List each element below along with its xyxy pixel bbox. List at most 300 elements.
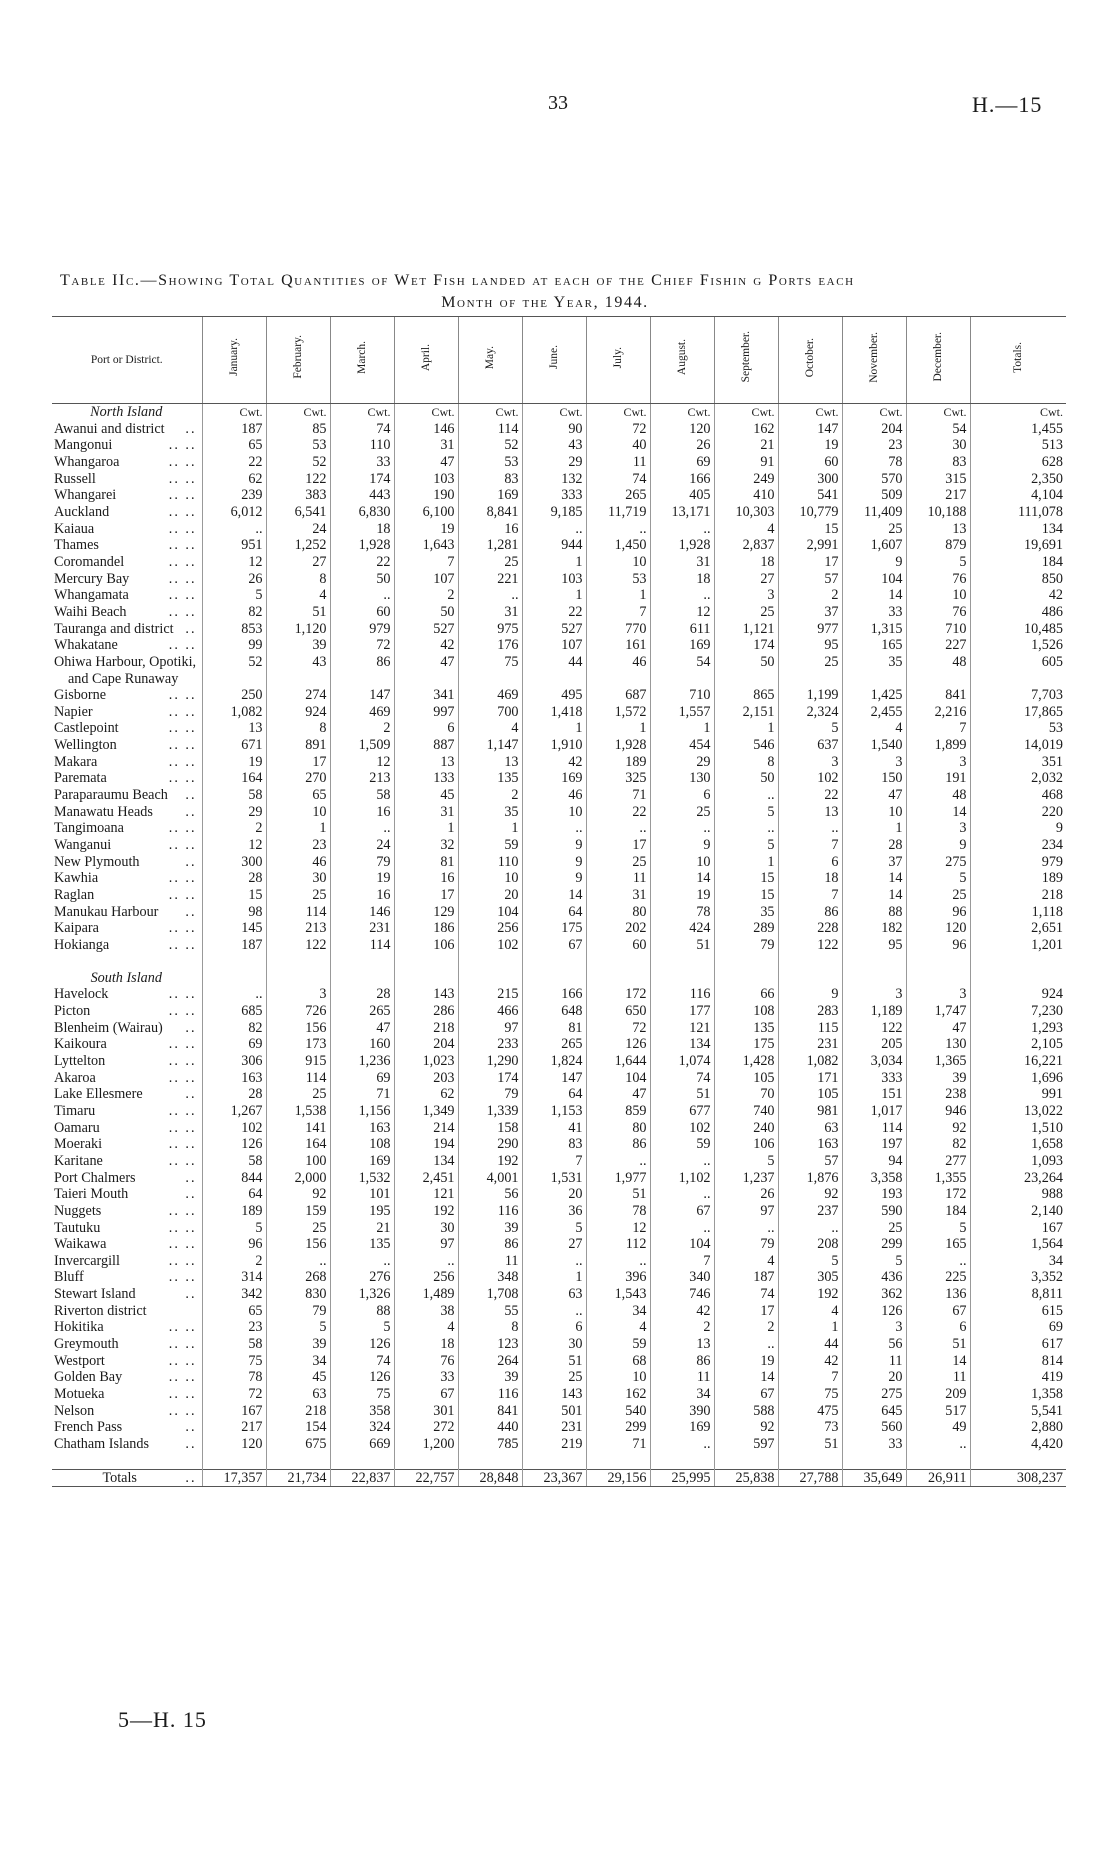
value-cell: 13 <box>650 1336 714 1353</box>
table-row <box>52 1070 1066 1087</box>
value-cell: 6,541 <box>266 504 330 521</box>
value-cell: 12 <box>330 754 394 771</box>
value-cell: 120 <box>906 920 970 937</box>
value-cell: 69 <box>330 1070 394 1087</box>
spacer-cell <box>394 1453 458 1470</box>
value-cell: 1,290 <box>458 1053 522 1070</box>
value-cell: 814 <box>970 1353 1066 1370</box>
value-cell: 22 <box>202 454 266 471</box>
value-cell: 218 <box>266 1403 330 1420</box>
table-row <box>52 1419 1066 1436</box>
value-cell: 86 <box>650 1353 714 1370</box>
value-cell: 105 <box>714 1070 778 1087</box>
value-cell: 9 <box>778 986 842 1003</box>
value-cell: 184 <box>970 554 1066 571</box>
port-name-cell <box>52 1053 202 1070</box>
value-cell: 50 <box>330 571 394 588</box>
value-cell: .. <box>586 521 650 538</box>
value-cell: 79 <box>714 1236 778 1253</box>
value-cell: 7,230 <box>970 1003 1066 1020</box>
value-cell: 42 <box>522 754 586 771</box>
value-cell: 517 <box>906 1403 970 1420</box>
value-cell: 1,928 <box>650 537 714 554</box>
value-cell: 1 <box>842 820 906 837</box>
port-name-cell <box>52 720 202 737</box>
value-cell: 24 <box>330 837 394 854</box>
value-cell: 1,339 <box>458 1103 522 1120</box>
port-name: Motueka <box>54 1386 105 1403</box>
value-cell: 1,824 <box>522 1053 586 1070</box>
value-cell: 74 <box>330 421 394 438</box>
value-cell: 8 <box>714 754 778 771</box>
value-cell: 202 <box>586 920 650 937</box>
value-cell: 104 <box>458 904 522 921</box>
spacer-cell <box>266 1453 330 1470</box>
value-cell: 4 <box>778 1303 842 1320</box>
value-cell: 342 <box>202 1286 266 1303</box>
value-cell: 946 <box>906 1103 970 1120</box>
value-cell: .. <box>522 1303 586 1320</box>
port-name: Lake Ellesmere <box>54 1086 143 1103</box>
value-cell: 1,607 <box>842 537 906 554</box>
value-cell: 1,428 <box>714 1053 778 1070</box>
value-cell: 167 <box>970 1220 1066 1237</box>
table-row <box>52 986 1066 1003</box>
value-cell: 145 <box>202 920 266 937</box>
table-row <box>52 1103 1066 1120</box>
port-name: Manukau Harbour <box>54 903 159 920</box>
value-cell: 4,104 <box>970 487 1066 504</box>
port-name: French Pass <box>54 1419 123 1436</box>
value-cell: 2 <box>650 1319 714 1336</box>
value-cell: 887 <box>394 737 458 754</box>
value-cell: .. <box>586 1153 650 1170</box>
port-name-cell <box>52 804 202 821</box>
leader-dots: .. .. <box>168 587 197 604</box>
value-cell: 116 <box>458 1386 522 1403</box>
value-cell: 75 <box>330 1386 394 1403</box>
value-cell: 23 <box>202 1319 266 1336</box>
value-cell: 91 <box>714 454 778 471</box>
value-cell: 66 <box>714 986 778 1003</box>
total-cell: 308,237 <box>970 1469 1066 1487</box>
port-name: Paremata <box>54 770 107 787</box>
port-name: Thames <box>54 537 99 554</box>
value-cell: 440 <box>458 1419 522 1436</box>
port-name: Whakatane <box>54 637 118 654</box>
value-cell <box>970 671 1066 688</box>
value-cell: .. <box>394 1253 458 1270</box>
leader-dots: .. <box>185 420 197 437</box>
value-cell: 1,156 <box>330 1103 394 1120</box>
value-cell: 1,509 <box>330 737 394 754</box>
port-name-cell <box>52 587 202 604</box>
value-cell: 1,531 <box>522 1170 586 1187</box>
value-cell: 541 <box>778 487 842 504</box>
value-cell: 43 <box>266 654 330 671</box>
value-cell: 19 <box>394 521 458 538</box>
port-name: Tangimoana <box>54 820 124 837</box>
value-cell: .. <box>650 1436 714 1453</box>
value-cell: 4 <box>266 587 330 604</box>
value-cell: 687 <box>586 687 650 704</box>
value-cell: 177 <box>650 1003 714 1020</box>
value-cell: 22 <box>586 804 650 821</box>
spacer-cell <box>906 954 970 970</box>
port-name-cell <box>52 837 202 854</box>
value-cell: 189 <box>202 1203 266 1220</box>
value-cell: 39 <box>266 637 330 654</box>
value-cell: .. <box>714 820 778 837</box>
value-cell: 22 <box>778 787 842 804</box>
value-cell: 13 <box>394 754 458 771</box>
table-row <box>52 904 1066 921</box>
value-cell: 300 <box>778 471 842 488</box>
value-cell: 12 <box>202 554 266 571</box>
table-row <box>52 1053 1066 1070</box>
value-cell: 979 <box>330 621 394 638</box>
value-cell: 315 <box>906 471 970 488</box>
unit-cell <box>714 970 778 987</box>
value-cell: 1,200 <box>394 1436 458 1453</box>
port-name: Riverton district <box>54 1302 147 1319</box>
spacer-cell <box>522 1453 586 1470</box>
value-cell: 197 <box>842 1136 906 1153</box>
value-cell: 1 <box>650 720 714 737</box>
leader-dots: .. .. <box>168 553 197 570</box>
spacer-cell <box>202 954 266 970</box>
spacer-cell <box>330 1453 394 1470</box>
value-cell: 187 <box>202 937 266 954</box>
value-cell: 1 <box>522 554 586 571</box>
table-row <box>52 537 1066 554</box>
spacer-cell <box>714 954 778 970</box>
value-cell: 1,074 <box>650 1053 714 1070</box>
value-cell: 39 <box>266 1336 330 1353</box>
port-name: Tautuku <box>54 1219 101 1236</box>
table-row <box>52 820 1066 837</box>
table-row <box>52 870 1066 887</box>
value-cell: 172 <box>586 986 650 1003</box>
value-cell: 17 <box>778 554 842 571</box>
value-cell: 4,420 <box>970 1436 1066 1453</box>
month-label: November. <box>867 331 880 383</box>
leader-dots: .. .. <box>168 1136 197 1153</box>
leader-dots: .. .. <box>168 1336 197 1353</box>
value-cell: 33 <box>394 1369 458 1386</box>
value-cell: 25 <box>842 1220 906 1237</box>
value-cell: 16 <box>458 521 522 538</box>
value-cell: 11 <box>650 1369 714 1386</box>
leader-dots: .. <box>185 1186 197 1203</box>
value-cell: 8 <box>266 720 330 737</box>
leader-dots: .. .. <box>168 687 197 704</box>
value-cell: 3 <box>906 820 970 837</box>
port-name-cell <box>52 1286 202 1303</box>
value-cell: 677 <box>650 1103 714 1120</box>
value-cell: 79 <box>330 854 394 871</box>
value-cell: 81 <box>522 1020 586 1037</box>
value-cell: 25 <box>714 604 778 621</box>
value-cell: 9 <box>522 854 586 871</box>
port-name-cell <box>52 487 202 504</box>
value-cell: 27 <box>714 571 778 588</box>
value-cell: 405 <box>650 487 714 504</box>
value-cell: 1,747 <box>906 1003 970 1020</box>
value-cell: 116 <box>650 986 714 1003</box>
table-row <box>52 920 1066 937</box>
value-cell: 305 <box>778 1269 842 1286</box>
unit-cell: Cwt. <box>266 404 330 421</box>
leader-dots: .. .. <box>168 453 197 470</box>
value-cell: 256 <box>394 1269 458 1286</box>
table-row <box>52 804 1066 821</box>
value-cell: 69 <box>202 1036 266 1053</box>
value-cell: 46 <box>266 854 330 871</box>
value-cell: 10 <box>842 804 906 821</box>
leader-dots: .. <box>185 903 197 920</box>
spacer-cell <box>458 1453 522 1470</box>
port-name: Wanganui <box>54 837 112 854</box>
total-cell: 21,734 <box>266 1469 330 1487</box>
leader-dots: .. .. <box>168 1052 197 1069</box>
table-row <box>52 1153 1066 1170</box>
leader-dots: .. .. <box>168 1152 197 1169</box>
value-cell: .. <box>330 820 394 837</box>
port-name-cell <box>52 1403 202 1420</box>
leader-dots: .. .. <box>168 1069 197 1086</box>
port-name: Golden Bay <box>54 1369 123 1386</box>
leader-dots: .. .. <box>168 1252 197 1269</box>
value-cell: 5 <box>906 1220 970 1237</box>
value-cell: 237 <box>778 1203 842 1220</box>
value-cell: 176 <box>458 637 522 654</box>
value-cell: 2,455 <box>842 704 906 721</box>
value-cell: 146 <box>330 904 394 921</box>
value-cell: 1 <box>458 820 522 837</box>
value-cell: 1,977 <box>586 1170 650 1187</box>
value-cell: 617 <box>970 1336 1066 1353</box>
month-label: July. <box>611 346 624 368</box>
leader-dots: .. .. <box>168 1402 197 1419</box>
value-cell: 151 <box>842 1086 906 1103</box>
table-row <box>52 1220 1066 1237</box>
value-cell: 11 <box>906 1369 970 1386</box>
port-name-cell <box>52 637 202 654</box>
table-row <box>52 621 1066 638</box>
value-cell: 5 <box>266 1319 330 1336</box>
value-cell: 167 <box>202 1403 266 1420</box>
table-row <box>52 770 1066 787</box>
value-cell: 879 <box>906 537 970 554</box>
value-cell: 1,355 <box>906 1170 970 1187</box>
port-name: Kaiaua <box>54 520 95 537</box>
value-cell: 21 <box>330 1220 394 1237</box>
value-cell: 80 <box>586 1120 650 1137</box>
value-cell: 34 <box>650 1386 714 1403</box>
value-cell: 3 <box>266 986 330 1003</box>
value-cell: 17 <box>394 887 458 904</box>
value-cell: 590 <box>842 1203 906 1220</box>
value-cell: 324 <box>330 1419 394 1436</box>
value-cell: 1,189 <box>842 1003 906 1020</box>
value-cell: 192 <box>394 1203 458 1220</box>
value-cell: .. <box>586 1253 650 1270</box>
month-label: February. <box>291 335 304 379</box>
value-cell: 1 <box>778 1319 842 1336</box>
value-cell: 82 <box>202 1020 266 1037</box>
leader-dots: .. .. <box>168 1386 197 1403</box>
port-name-cell <box>52 454 202 471</box>
value-cell: 104 <box>586 1070 650 1087</box>
value-cell: 10 <box>266 804 330 821</box>
total-cell: 28,848 <box>458 1469 522 1487</box>
table-row <box>52 654 1066 671</box>
value-cell: 859 <box>586 1103 650 1120</box>
value-cell: 3,352 <box>970 1269 1066 1286</box>
value-cell: 1,532 <box>330 1170 394 1187</box>
value-cell: 192 <box>778 1286 842 1303</box>
value-cell: 1,236 <box>330 1053 394 1070</box>
value-cell: 51 <box>522 1353 586 1370</box>
value-cell: 156 <box>266 1236 330 1253</box>
value-cell: 13 <box>778 804 842 821</box>
table-row <box>52 737 1066 754</box>
value-cell: 72 <box>586 1020 650 1037</box>
value-cell: 52 <box>266 454 330 471</box>
value-cell <box>842 671 906 688</box>
value-cell: 5 <box>714 1153 778 1170</box>
value-cell: 1,153 <box>522 1103 586 1120</box>
value-cell: 410 <box>714 487 778 504</box>
value-cell: 72 <box>330 637 394 654</box>
table-row <box>52 1203 1066 1220</box>
leader-dots: .. <box>185 1469 197 1486</box>
value-cell: 648 <box>522 1003 586 1020</box>
value-cell: .. <box>906 1253 970 1270</box>
value-cell: 173 <box>266 1036 330 1053</box>
value-cell: 190 <box>394 487 458 504</box>
value-cell: 3 <box>906 754 970 771</box>
port-name: Whangarei <box>54 487 117 504</box>
value-cell: 8 <box>266 571 330 588</box>
section-heading-row <box>52 404 1066 421</box>
value-cell: .. <box>650 1153 714 1170</box>
value-cell: 850 <box>970 571 1066 588</box>
leader-dots: .. .. <box>168 487 197 504</box>
value-cell: 29 <box>202 804 266 821</box>
leader-dots: .. .. <box>168 737 197 754</box>
value-cell: 126 <box>842 1303 906 1320</box>
value-cell: 92 <box>266 1186 330 1203</box>
value-cell: 841 <box>458 1403 522 1420</box>
value-cell: 2 <box>202 820 266 837</box>
value-cell: 1,538 <box>266 1103 330 1120</box>
value-cell: 2,032 <box>970 770 1066 787</box>
leader-dots: .. <box>185 620 197 637</box>
value-cell: 306 <box>202 1053 266 1070</box>
value-cell: 7 <box>522 1153 586 1170</box>
value-cell: 83 <box>458 471 522 488</box>
value-cell: 1,082 <box>202 704 266 721</box>
value-cell: 70 <box>714 1086 778 1103</box>
value-cell: 9 <box>650 837 714 854</box>
port-name: Invercargill <box>54 1252 120 1269</box>
port-name-cell <box>52 421 202 438</box>
value-cell: 80 <box>586 904 650 921</box>
spacer-cell <box>458 954 522 970</box>
table-row <box>52 1353 1066 1370</box>
value-cell: 217 <box>202 1419 266 1436</box>
value-cell: 58 <box>202 787 266 804</box>
value-cell: 34 <box>970 1253 1066 1270</box>
value-cell: 14 <box>650 870 714 887</box>
value-cell: 265 <box>330 1003 394 1020</box>
value-cell: 1,358 <box>970 1386 1066 1403</box>
value-cell: 35 <box>714 904 778 921</box>
page-number: 33 <box>548 92 568 114</box>
value-cell: 57 <box>778 571 842 588</box>
value-cell: 997 <box>394 704 458 721</box>
total-cell: 25,838 <box>714 1469 778 1487</box>
value-cell: 53 <box>458 454 522 471</box>
value-cell: 162 <box>586 1386 650 1403</box>
value-cell: 17 <box>266 754 330 771</box>
value-cell: 979 <box>970 854 1066 871</box>
value-cell: 1,267 <box>202 1103 266 1120</box>
port-name: New Plymouth <box>54 853 140 870</box>
spacer-row <box>52 1453 1066 1470</box>
port-name: Castlepoint <box>54 720 119 737</box>
value-cell: 67 <box>394 1386 458 1403</box>
value-cell: 270 <box>266 770 330 787</box>
value-cell: 1,658 <box>970 1136 1066 1153</box>
value-cell: 96 <box>906 904 970 921</box>
value-cell: 383 <box>266 487 330 504</box>
leader-dots: .. .. <box>168 1202 197 1219</box>
value-cell: .. <box>522 820 586 837</box>
value-cell: 991 <box>970 1086 1066 1103</box>
total-cell: 27,788 <box>778 1469 842 1487</box>
value-cell: 94 <box>842 1153 906 1170</box>
value-cell: 51 <box>906 1336 970 1353</box>
value-cell: 289 <box>714 920 778 937</box>
value-cell: 122 <box>266 937 330 954</box>
leader-dots: .. .. <box>168 1352 197 1369</box>
value-cell: 436 <box>842 1269 906 1286</box>
value-cell: 34 <box>586 1303 650 1320</box>
value-cell: 475 <box>778 1403 842 1420</box>
value-cell: 628 <box>970 454 1066 471</box>
value-cell: 165 <box>842 637 906 654</box>
value-cell: 17,865 <box>970 704 1066 721</box>
value-cell: 53 <box>970 720 1066 737</box>
unit-cell: Cwt. <box>842 404 906 421</box>
value-cell: 2,880 <box>970 1419 1066 1436</box>
value-cell: 5 <box>330 1319 394 1336</box>
value-cell: 1 <box>714 854 778 871</box>
value-cell: 218 <box>394 1020 458 1037</box>
value-cell: 31 <box>394 804 458 821</box>
value-cell: 2,451 <box>394 1170 458 1187</box>
value-cell: .. <box>586 820 650 837</box>
spacer-cell <box>778 954 842 970</box>
value-cell: 114 <box>330 937 394 954</box>
totals-row <box>52 1469 1066 1487</box>
value-cell: 3 <box>778 754 842 771</box>
value-cell: 6 <box>650 787 714 804</box>
month-column-header <box>778 317 842 404</box>
